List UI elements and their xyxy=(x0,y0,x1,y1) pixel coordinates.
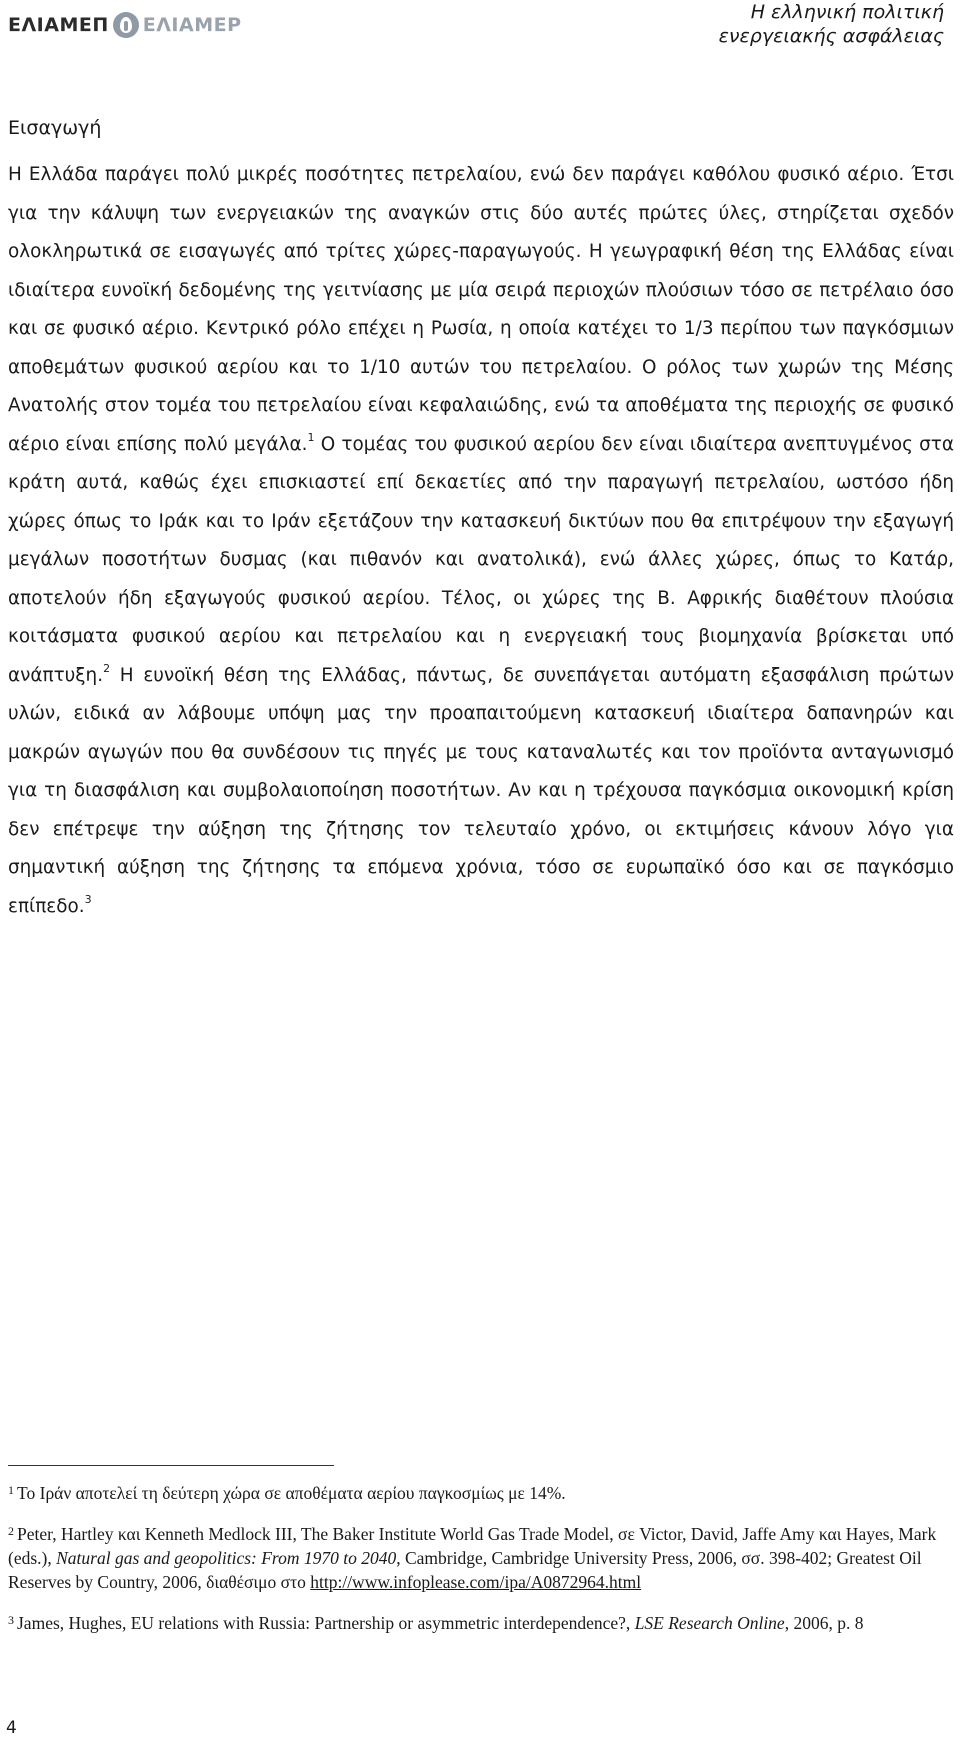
footnote-2 xyxy=(8,1519,954,1594)
body-text-part-3: Η ευνοϊκή θέση της Ελλάδας, πάντως, δε συνεπάγεται αυτόματη εξασφάλιση πρώτων υλών, ειδικά αν λάβουμε υπόψη μας την προαπαιτούμενη κατασκευή ιδιαίτερα δαπανηρών και μακρών αγωγών που θα συνδέσουν τις πηγές με τους καταναλωτές και τον προϊόντα ανταγωνισμό για τη διασφάλιση και συμβολαιοποίηση ποσοτήτων. Αν και η τρέχουσα παγκόσμια οικονομική κρίση δεν επέτρεψε την αύξηση της ζήτησης τον τελευταίο χρόνο, οι εκτιμήσεις κάνουν λόγο για σημαντική αύξηση της ζήτησης τα επόμενα χρόνια, τόσο σε ευρωπαϊκό όσο και σε παγκόσμιο επίπεδο. xyxy=(8,664,954,917)
footnote-number: 2 xyxy=(8,1524,14,1538)
footnote-ref-3[interactable]: 3 xyxy=(84,892,92,906)
logo-emblem-icon xyxy=(113,12,139,38)
page-number: 4 xyxy=(6,1718,17,1738)
logo-text-left: ΕΛΙΑΜΕΠ xyxy=(8,14,109,36)
running-title xyxy=(719,0,944,48)
footnote-ref-2[interactable]: 2 xyxy=(103,661,111,675)
footnotes xyxy=(8,1478,954,1649)
footnote-text-continued: , 2006, p. 8 xyxy=(784,1613,864,1633)
footnote-separator xyxy=(8,1465,334,1466)
section-title: Εισαγωγή xyxy=(8,117,102,139)
footnote-1 xyxy=(8,1478,954,1505)
footnote-source-title: LSE Research Online xyxy=(634,1613,785,1633)
footnote-number: 3 xyxy=(8,1613,14,1627)
footnote-text: Το Ιράν αποτελεί τη δεύτερη χώρα σε αποθέματα αερίου παγκοσμίως με 14%. xyxy=(17,1483,566,1503)
body-text-part-2: Ο τομέας του φυσικού αερίου δεν είναι ιδιαίτερα ανεπτυγμένος στα κράτη αυτά, καθώς έχει επισκιαστεί επί δεκαετίες από την παραγωγή πετρελαίου, ωστόσο ήδη χώρες όπως το Ιράκ και το Ιράν εξετάζουν την κατασκευή δικτύων που θα επιτρέψουν την εξαγωγή μεγάλων ποσοτήτων δυσμας (και πιθανόν και ανατολικά), ενώ άλλες χώρες, όπως το Κατάρ, αποτελούν ήδη εξαγωγούς φυσικού αερίου. Τέλος, οι χώρες της Β. Αφρικής διαθέτουν πλούσια κοιτάσματα φυσικού αερίου και πετρελαίου και η ενεργειακή τους βιομηχανία βρίσκεται υπό ανάπτυξη. xyxy=(8,433,954,686)
footnote-number: 1 xyxy=(8,1483,14,1497)
footnote-book-title: Natural gas and geopolitics: From 1970 to 2040 xyxy=(56,1548,397,1568)
footnote-text: Peter, Hartley και Kenneth Medlock III, The Baker Institute World Gas Trade Model, σε Victor, David, Jaffe Amy και Hayes, Mark (eds.), xyxy=(8,1524,937,1568)
body-text-part-1: Η Ελλάδα παράγει πολύ μικρές ποσότητες πετρελαίου, ενώ δεν παράγει καθόλου φυσικό αέριο. Έτσι για την κάλυψη των ενεργειακών της αναγκών στις δύο αυτές πρώτες ύλες, στηρίζεται σχεδόν ολοκληρωτικά σε εισαγωγές από τρίτες χώρες-παραγωγούς. Η γεωγραφική θέση της Ελλάδας είναι ιδιαίτερα ευνοϊκή δεδομένης της γειτνίασης με μία σειρά περιοχών πλούσιων τόσο σε πετρέλαιο όσο και σε φυσικό αέριο. Κεντρικό ρόλο επέχει η Ρωσία, η οποία κατέχει το 1/3 περίπου των παγκόσμιων αποθεμάτων φυσικού αερίου και το 1/10 αυτών του πετρελαίου. Ο ρόλος των χωρών της Μέσης Ανατολής στον τομέα του πετρελαίου είναι κεφαλαιώδης, ενώ τα αποθέματα της περιοχής σε φυσικό αέριο είναι επίσης πολύ μεγάλα. xyxy=(8,164,954,455)
footnote-ref-1[interactable]: 1 xyxy=(307,430,315,444)
running-title-line-1: Η ελληνική πολιτική xyxy=(750,1,944,23)
footnote-link[interactable]: http://www.infoplease.com/ipa/A0872964.html xyxy=(310,1572,642,1592)
footnote-text-continued: , Cambridge, Cambridge University Press, 2006, σσ. 398-402; Greatest Oil Reserves by Country, 2006, διαθέσιμο στο xyxy=(8,1548,922,1592)
main-content xyxy=(8,114,954,926)
eliamep-logo xyxy=(8,12,242,38)
logo-text-right: ΕΛΙΑΜΕΡ xyxy=(142,14,242,36)
body-paragraph xyxy=(8,156,954,926)
footnote-3 xyxy=(8,1608,954,1635)
running-title-line-2: ενεργειακής ασφάλειας xyxy=(718,25,944,47)
footnote-text: James, Hughes, EU relations with Russia: Partnership or asymmetric interdependence?, xyxy=(17,1613,635,1633)
page-header xyxy=(0,0,960,56)
